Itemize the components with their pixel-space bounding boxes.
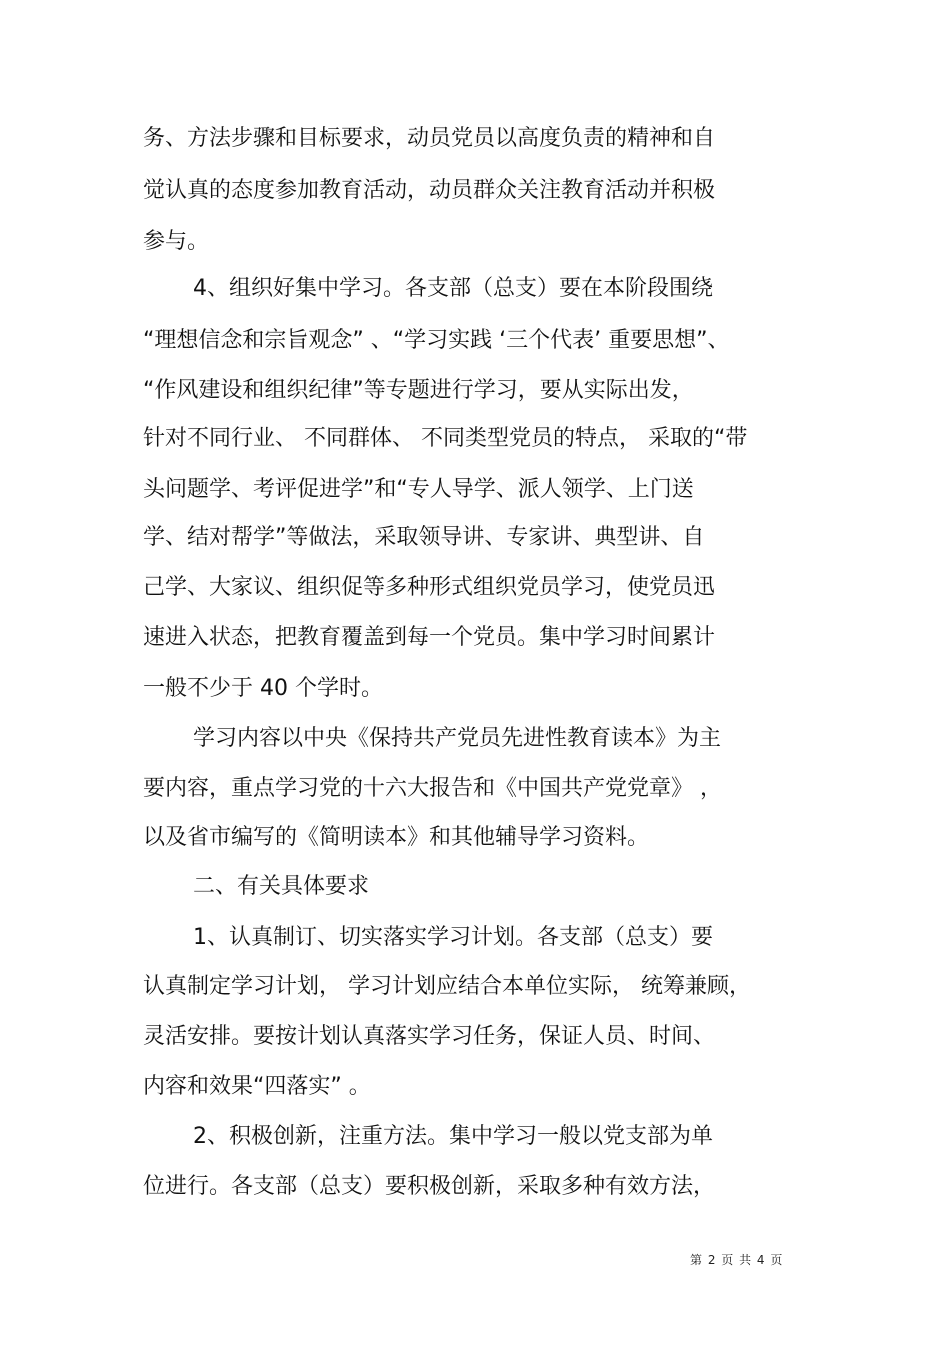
body-line-2: 觉认真的态度参加教育活动，动员群众关注教育活动并积极 xyxy=(143,178,716,203)
body-line-20: 内容和效果“四落实” 。 xyxy=(143,1074,371,1099)
body-line-12: 一般不少于 40 个学时。 xyxy=(143,676,383,701)
section-heading: 二、有关具体要求 xyxy=(193,874,370,899)
body-line-11: 速进入状态，把教育覆盖到每一个党员。集中学习时间累计 xyxy=(143,625,716,650)
body-line-13: 学习内容以中央《保持共产党员先进性教育读本》为主 xyxy=(193,726,722,751)
body-line-5: “理想信念和宗旨观念” 、“学习实践 ‘三个代表’ 重要思想”、 xyxy=(143,328,730,353)
body-line-19: 灵活安排。要按计划认真落实学习任务，保证人员、时间、 xyxy=(143,1024,716,1049)
body-line-9: 学、结对帮学”等做法，采取领导讲、专家讲、典型讲、自 xyxy=(143,525,705,550)
body-line-4: 4、组织好集中学习。各支部（总支）要在本阶段围绕 xyxy=(193,276,713,301)
body-line-22: 位进行。各支部（总支）要积极创新，采取多种有效方法， xyxy=(143,1174,716,1199)
body-line-10: 己学、大家议、组织促等多种形式组织党员学习，使党员迅 xyxy=(143,575,716,600)
body-line-21: 2、积极创新，注重方法。集中学习一般以党支部为单 xyxy=(193,1124,713,1149)
body-line-15: 以及省市编写的《简明读本》和其他辅导学习资料。 xyxy=(143,825,650,850)
body-line-17: 1、认真制订、切实落实学习计划。各支部（总支）要 xyxy=(193,925,713,950)
body-line-7: 针对不同行业、 不同群体、 不同类型党员的特点， 采取的“带 xyxy=(143,426,748,451)
body-line-3: 参与。 xyxy=(143,229,210,254)
page-number-footer: 第 2 页 共 4 页 xyxy=(690,1253,784,1267)
body-line-1: 务、方法步骤和目标要求，动员党员以高度负责的精神和自 xyxy=(143,126,716,151)
body-line-14: 要内容，重点学习党的十六大报告和《中国共产党党章》 ， xyxy=(143,776,722,801)
body-line-6: “作风建设和组织纪律”等专题进行学习，要从实际出发， xyxy=(143,378,694,403)
body-line-18: 认真制定学习计划， 学习计划应结合本单位实际， 统筹兼顾， xyxy=(143,974,751,999)
body-line-8: 头问题学、考评促进学”和“专人导学、派人领学、上门送 xyxy=(143,477,694,502)
